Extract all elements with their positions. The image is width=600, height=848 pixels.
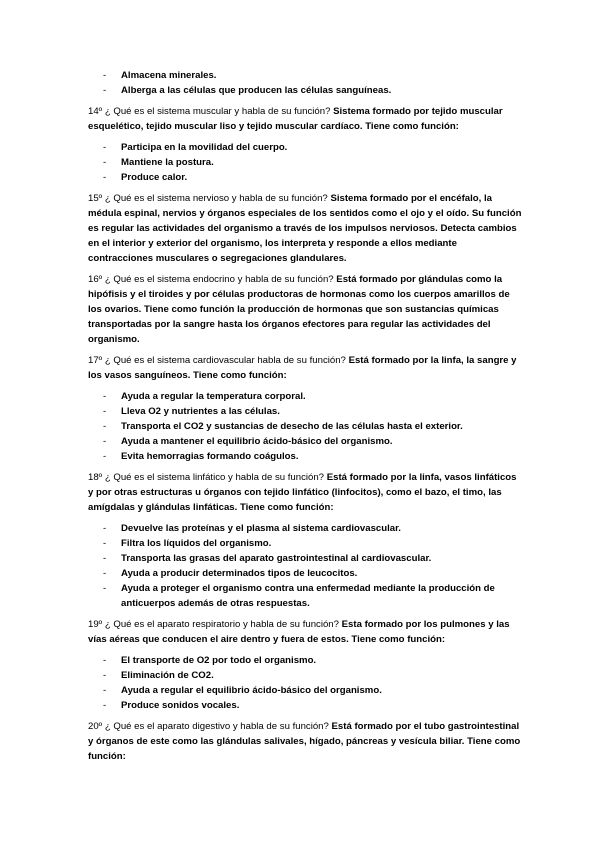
question-paragraph — [88, 719, 524, 764]
answer-text: Esta formado por los pulmones y las vías aéreas que conducen el aire dentro y fuera de estos. Tiene como función: — [88, 619, 510, 645]
answer-text: Sistema formado por tejido muscular esquelético, tejido muscular liso y tejido muscular cardíaco. Tiene como función: — [88, 106, 503, 132]
document-body — [88, 68, 524, 770]
list-item: - El transporte de O2 por todo el organismo. — [88, 653, 524, 668]
question-text: 16º ¿ Qué es el sistema endocrino y habla de su función? — [88, 274, 334, 285]
answer-text: Está formado por el tubo gastrointestinal y órganos de este como las glándulas salivales, hígado, páncreas y vesícula biliar. Tiene como función: — [88, 721, 521, 762]
list-item: - Almacena minerales. — [88, 68, 524, 83]
list-item: - Filtra los líquidos del organismo. — [88, 536, 524, 551]
question-text: 14º ¿ Qué es el sistema muscular y habla de su función? — [88, 106, 331, 117]
question-text: 19º ¿ Qué es el aparato respiratorio y habla de su función? — [88, 619, 339, 630]
answer-text: Está formado por glándulas como la hipófisis y el tiroides y por células productoras de hormonas como los cuerpos amarillos de los ovarios. Tiene como función la producción de hormonas que son sustancias químicas transportadas por la sangre hasta los órganos efectores para regular las actividades del organismo. — [88, 274, 510, 345]
question-paragraph — [88, 191, 524, 266]
list-item: - Devuelve las proteínas y el plasma al sistema cardiovascular. — [88, 521, 524, 536]
question-paragraph — [88, 353, 524, 383]
list-item: - Transporta el CO2 y sustancias de desecho de las células hasta el exterior. — [88, 419, 524, 434]
list-item: - Ayuda a mantener el equilibrio ácido-básico del organismo. — [88, 434, 524, 449]
question-paragraph — [88, 470, 524, 515]
question-text: 18º ¿ Qué es el sistema linfático y habla de su función? — [88, 472, 325, 483]
list-item: - Produce sonidos vocales. — [88, 698, 524, 713]
list-item: - Ayuda a regular el equilibrio ácido-básico del organismo. — [88, 683, 524, 698]
answer-text: Sistema formado por el encéfalo, la médula espinal, nervios y órganos especiales de los sentidos como el ojo y el oído. Su función es regular las actividades del organismo a través de los impulsos nerviosos. Detecta cambios en el interior y exterior del organismo, los interpreta y responde a ellos mediante contracciones musculares o segregaciones glandulares. — [88, 193, 522, 264]
list-item: - Lleva O2 y nutrientes a las células. — [88, 404, 524, 419]
list-item: - Participa en la movilidad del cuerpo. — [88, 140, 524, 155]
bullet-list — [88, 389, 524, 464]
list-item: - Alberga a las células que producen las células sanguíneas. — [88, 83, 524, 98]
list-item: - Transporta las grasas del aparato gastrointestinal al cardiovascular. — [88, 551, 524, 566]
list-item: - Mantiene la postura. — [88, 155, 524, 170]
list-item: - Eliminación de CO2. — [88, 668, 524, 683]
bullet-list — [88, 653, 524, 713]
list-item: - Ayuda a proteger el organismo contra una enfermedad mediante la producción de anticuerpos además de otras respuestas. — [88, 581, 524, 611]
bullet-list — [88, 521, 524, 611]
bullet-list — [88, 68, 524, 98]
question-text: 15º ¿ Qué es el sistema nervioso y habla de su función? — [88, 193, 328, 204]
list-item: - Produce calor. — [88, 170, 524, 185]
bullet-list — [88, 140, 524, 185]
question-paragraph — [88, 104, 524, 134]
question-text: 20º ¿ Qué es el aparato digestivo y habla de su función? — [88, 721, 329, 732]
list-item: - Evita hemorragias formando coágulos. — [88, 449, 524, 464]
question-text: 17º ¿ Qué es el sistema cardiovascular habla de su función? — [88, 355, 346, 366]
answer-text: Está formado por la linfa, la sangre y los vasos sanguíneos. Tiene como función: — [88, 355, 517, 381]
list-item: - Ayuda a regular la temperatura corporal. — [88, 389, 524, 404]
answer-text: Está formado por la linfa, vasos linfáticos y por otras estructuras u órganos con tejido linfático (linfocitos), como el bazo, el timo, las amígdalas y glándulas linfáticas. Tiene como función: — [88, 472, 517, 513]
question-paragraph — [88, 617, 524, 647]
list-item: - Ayuda a producir determinados tipos de leucocitos. — [88, 566, 524, 581]
question-paragraph — [88, 272, 524, 347]
